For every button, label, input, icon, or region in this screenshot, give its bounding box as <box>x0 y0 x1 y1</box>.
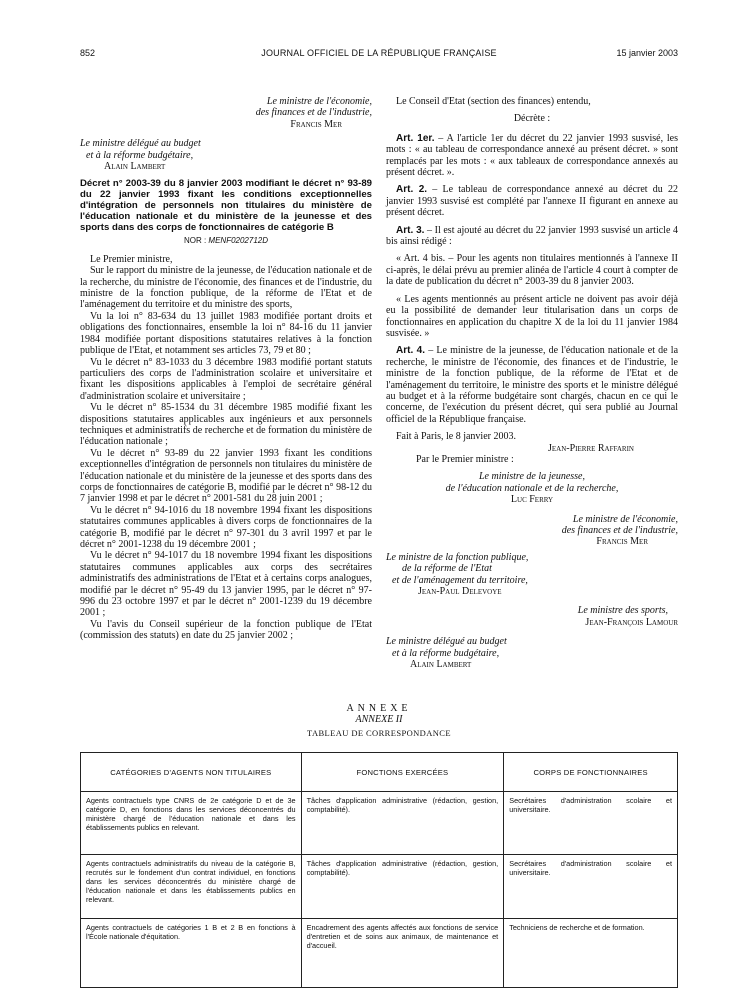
annex-heading <box>80 703 678 738</box>
annex-title: ANNEXE <box>346 703 412 714</box>
paragraph: Le Conseil d'Etat (section des finances) entendu, <box>396 96 591 107</box>
article-text: – A l'article 1er du décret du 22 janvier 1993 susvisé, les mots : « au tableau de correspondance annexé au présent décret. » sont remplacés par les mots : « aux tableaux de correspondance annexés au présent décret. ». <box>386 132 678 179</box>
signatory-name: Jean-Paul Delevoye <box>418 586 502 598</box>
article-1 <box>386 133 678 179</box>
paragraph: Vu le décret n° 93-89 du 22 janvier 1993 fixant les conditions exceptionnelles d'intégration de personnels non titulaires du ministère de l'éducation nationale et du ministère de la jeunesse et des sports dans des corps de fonctionnaires de catégorie B, modifié par le décret n° 98-12 du 7 janvier 1998 et par le décret n° 2001-581 du 28 juin 2001 ; <box>80 447 372 505</box>
article-heading: Art. 3. <box>396 224 425 236</box>
decrete-line: Décrète : <box>513 113 551 125</box>
table-cell: Encadrement des agents affectés aux fonctions de service d'entretien et de soins aux animaux, de maintenance et d'accueil. <box>301 919 504 988</box>
article-text: – Le tableau de correspondance annexé au décret du 22 janvier 1993 susvisé est complété par l'annexe II figurant en annexe au présent décret. <box>386 184 679 219</box>
nor-reference <box>80 235 372 246</box>
decree-title: Décret n° 2003-39 du 8 janvier 2003 modifiant le décret n° 93-89 du 22 janvier 1993 fixant les conditions exceptionnelles d'intégration de personnels non titulaires du ministère de l'éducation nationale et du ministère de la jeunesse et des sports dans des corps de fonctionnaires de catégorie B <box>80 178 372 234</box>
nor-label: NOR : <box>183 236 209 246</box>
article-4 <box>386 345 678 425</box>
signatory-name: Francis Mer <box>290 118 342 130</box>
journal-title: JOURNAL OFFICIEL DE LA RÉPUBLIQUE FRANÇAISE <box>261 48 497 58</box>
table-cell: Tâches d'application administrative (rédaction, gestion, comptabilité). <box>301 855 504 919</box>
signatory-line: des finances et de l'industrie, <box>255 107 372 119</box>
signatory-line: Le ministre de l'économie, <box>572 513 678 525</box>
signatory-line: et de l'aménagement du territoire, <box>392 574 528 586</box>
signatory-line: Le ministre délégué au budget <box>80 138 201 150</box>
signatory-line: Par le Premier ministre : <box>416 453 514 465</box>
signatory-name: Alain Lambert <box>104 161 166 173</box>
article-heading: Art. 1er. <box>396 132 435 144</box>
table-cell: Secrétaires d'administration scolaire et universitaire. <box>504 792 678 855</box>
paragraph: Le Premier ministre, <box>90 253 173 265</box>
right-column <box>386 96 678 670</box>
paragraph: Sur le rapport du ministre de la jeunesse, de l'éducation nationale et de la recherche, du ministre de l'économie, des finances et de l'industrie, du ministre de la fonction publique, de la réforme de l'Etat et de l'aménagement du territoire et du ministre des sports, <box>80 265 372 311</box>
quoted-paragraph: « Les agents mentionnés au présent article ne doivent pas avoir déjà eu la possibilité de demander leur titularisation dans un corps de fonctionnaires en application du chapitre X de la loi du 11 janvier 1984 susvisée. » <box>386 293 678 339</box>
article-2 <box>386 184 678 218</box>
table-cell: Agents contractuels administratifs du niveau de la catégorie B, recrutés sur le fondement d'un contrat individuel, en fonctions dans les services déconcentrés du ministère chargé de l'éducation nationale et dans les établissements publics en relevant. <box>81 855 302 919</box>
paragraph: Vu le décret n° 94-1017 du 18 novembre 1994 fixant les dispositions statutaires communes applicables aux corps des secrétaires administratifs des administrations de l'Etat et à certains corps analogues, modifié par le décret n° 95-49 du 13 janvier 1995, par le décret n° 97-996 du 23 octobre 1997 et par le décret n° 2001-1239 du 19 décembre 2001 ; <box>80 550 372 619</box>
page-header <box>80 48 678 62</box>
column-header: CORPS DE FONCTIONNAIRES <box>504 753 678 792</box>
column-header: FONCTIONS EXERCÉES <box>301 753 504 792</box>
article-text: – Il est ajouté au décret du 22 janvier 1993 susvisé un article 4 bis ainsi rédigé : <box>386 224 679 248</box>
nor-code: MENF0202712D <box>208 236 269 246</box>
table-cell: Techniciens de recherche et de formation. <box>504 919 678 988</box>
signatory-line: Le ministre des sports, <box>577 605 668 617</box>
table-row <box>81 919 678 988</box>
signatory-line: Le ministre de la jeunesse, <box>478 471 585 483</box>
done-at: Fait à Paris, le 8 janvier 2003. <box>396 431 516 443</box>
signatory-name: Jean-Pierre Raffarin <box>548 442 634 454</box>
paragraph: Vu le décret n° 83-1033 du 3 décembre 1983 modifié portant statuts particuliers des corps de l'administration scolaire et universitaire et fixant les dispositions applicables à l'emploi de secrétaire général d'administration scolaire et universitaire ; <box>80 356 372 402</box>
signatory-name: Francis Mer <box>596 536 648 548</box>
article-text: – Le ministre de la jeunesse, de l'éducation nationale et de la recherche, le ministre de l'économie, des finances et de l'industrie, le ministre de la fonction publique, de la réforme de l'Etat et de l'aménagement du territoire, le ministre des sports et le ministre délégué au budget et à la réforme budgétaire sont chargés, chacun en ce qui le concerne, de l'exécution du présent décret, qui sera publié au Journal officiel de la République française. <box>386 345 679 425</box>
table-cell: Agents contractuels de catégories 1 B et 2 B en fonctions à l'École nationale d'équitation. <box>81 919 302 988</box>
article-heading: Art. 2. <box>396 184 428 196</box>
table-cell: Tâches d'application administrative (rédaction, gestion, comptabilité). <box>301 792 504 855</box>
signatory-line: Le ministre de la fonction publique, <box>386 551 529 563</box>
article-heading: Art. 4. <box>396 345 426 357</box>
table-row <box>81 855 678 919</box>
table-row <box>81 792 678 855</box>
table-title: TABLEAU DE CORRESPONDANCE <box>307 728 451 738</box>
paragraph: Vu le décret n° 94-1016 du 18 novembre 1994 fixant les dispositions statutaires communes applicables à divers corps de fonctionnaires de la catégorie B, modifié par le décret n° 97-301 du 3 avril 1997 et par le décret n° 2001-1238 du 19 décembre 2001 ; <box>80 504 372 550</box>
quoted-paragraph: « Art. 4 bis. – Pour les agents non titulaires mentionnés à l'annexe II ci-après, le délai prévu au premier alinéa de l'article 4 court à compter de la date de publication du décret n° 2003-39 du 8 janvier 2003. <box>386 253 678 288</box>
issue-date: 15 janvier 2003 <box>616 48 678 58</box>
paragraph: Vu l'avis du Conseil supérieur de la fonction publique de l'Etat (commission des statuts) en date du 25 janvier 2002 ; <box>80 618 372 642</box>
signatory-name: Alain Lambert <box>410 659 472 671</box>
signatory-line: des finances et de l'industrie, <box>561 525 678 536</box>
paragraph: Vu la loi n° 83-634 du 13 juillet 1983 modifiée portant droits et obligations des fonctionnaires, ensemble la loi n° 84-16 du 11 janvier 1984 modifiée portant dispositions statutaires relatives à la fonction publique de l'Etat, et notamment ses articles 73, 79 et 80 ; <box>80 310 372 357</box>
signatory-line: Le ministre délégué au budget <box>386 636 507 648</box>
page-number: 852 <box>80 48 96 58</box>
signatory-line: et à la réforme budgétaire, <box>392 647 500 659</box>
correspondence-table <box>80 752 678 988</box>
signatory-line: de la réforme de l'Etat <box>402 563 492 575</box>
signatory-line: et à la réforme budgétaire, <box>86 149 194 161</box>
signatory-line: de l'éducation nationale et de la recherche, <box>445 482 619 494</box>
paragraph: Vu le décret n° 85-1534 du 31 décembre 1985 modifié fixant les dispositions statutaires applicables aux ingénieurs et aux personnels techniques et administratifs de recherche et de formation du ministère de l'éducation nationale ; <box>80 402 372 448</box>
annex-subtitle: ANNEXE II <box>355 714 403 725</box>
column-header: CATÉGORIES D'AGENTS NON TITULAIRES <box>81 753 302 792</box>
table-cell: Secrétaires d'administration scolaire et universitaire. <box>504 855 678 919</box>
table-cell: Agents contractuels type CNRS de 2e catégorie D et de 3e catégorie D, en fonctions dans les services déconcentrés du ministère chargé de l'éducation nationale et dans les établissements publics en relevant. <box>81 792 302 855</box>
left-column <box>80 96 372 642</box>
table-header-row <box>81 753 678 792</box>
article-3 <box>386 225 678 248</box>
signatory-line: Le ministre de l'économie, <box>266 96 372 107</box>
signatory-name: Jean-François Lamour <box>585 616 678 628</box>
signatory-name: Luc Ferry <box>510 494 554 506</box>
